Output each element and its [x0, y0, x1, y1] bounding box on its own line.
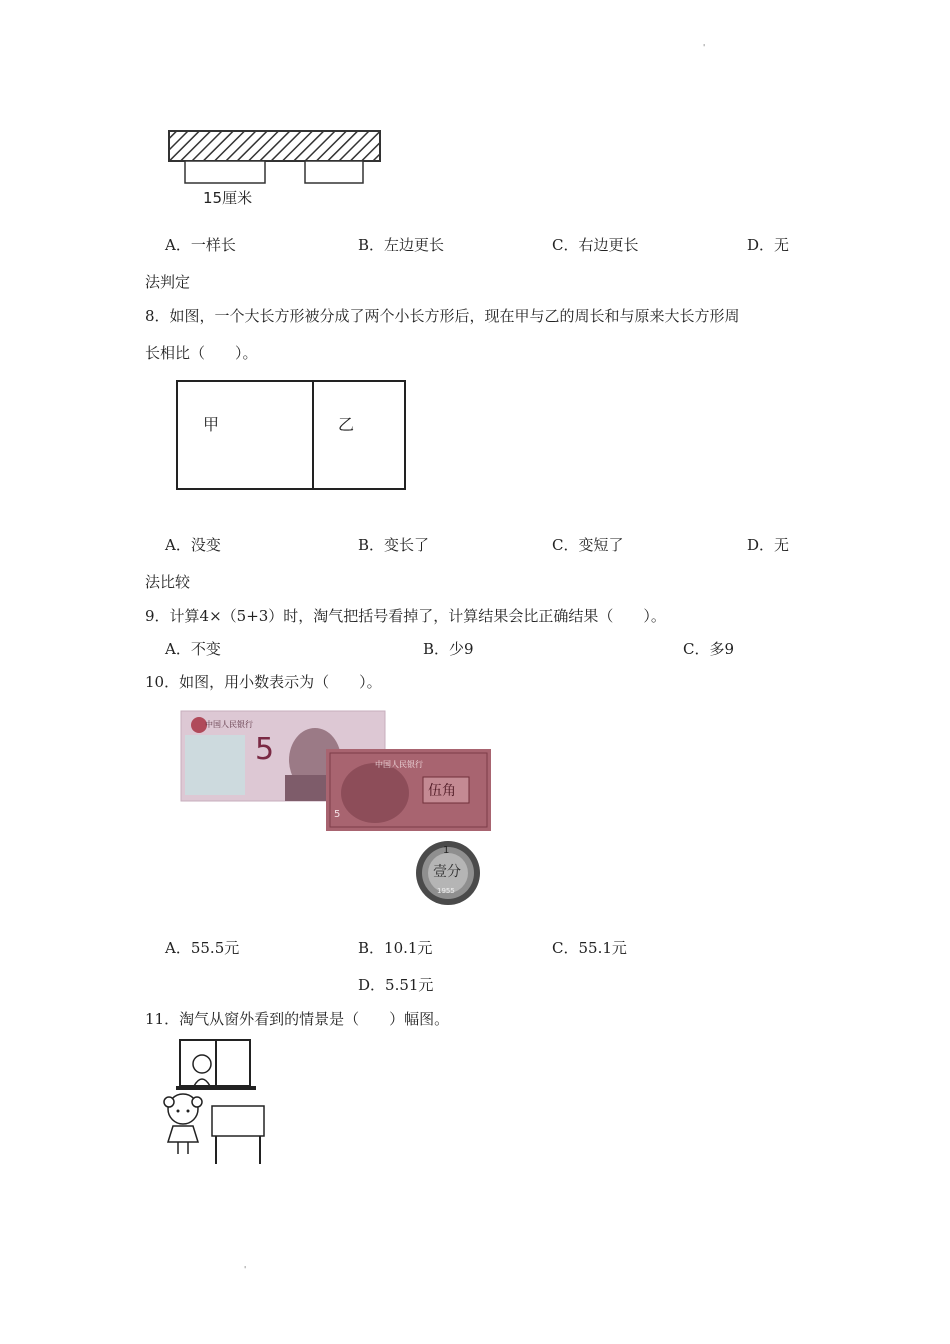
- q11-figure: [160, 1036, 275, 1171]
- five-yuan-value: 5: [255, 732, 275, 767]
- q10-option-d[interactable]: D．5.51元: [358, 976, 434, 994]
- q8-option-a[interactable]: A．没变: [165, 536, 221, 554]
- big-rectangle: [177, 381, 405, 489]
- five-jiao-header: 中国人民银行: [375, 760, 423, 769]
- five-yuan-header: 中国人民银行: [205, 720, 253, 729]
- q8-label-jia: 甲: [203, 415, 220, 434]
- q10-question: 10．如图，用小数表示为（ ）。: [145, 673, 382, 691]
- q10-option-c[interactable]: C．55.1元: [552, 939, 627, 957]
- q8-option-b[interactable]: B．变长了: [358, 536, 430, 554]
- corner-mark: ': [244, 1265, 247, 1274]
- q8-option-d[interactable]: D．无: [747, 536, 790, 554]
- coin-text: 壹分: [433, 864, 461, 880]
- money-illustration: [175, 705, 505, 915]
- table: [212, 1106, 264, 1136]
- five-jiao-value: 伍角: [428, 783, 456, 799]
- q10-option-b[interactable]: B．10.1元: [358, 939, 433, 957]
- q7-figure: [160, 124, 390, 214]
- q9-option-a[interactable]: A．不变: [165, 640, 221, 658]
- person-in-window: [193, 1055, 211, 1073]
- q7-option-a[interactable]: A．一样长: [165, 236, 236, 254]
- q8-option-d-wrap: 法比较: [145, 573, 191, 591]
- q7-option-c[interactable]: C．右边更长: [552, 236, 639, 254]
- q8-figure: [170, 374, 415, 499]
- q8-option-c[interactable]: C．变短了: [552, 536, 624, 554]
- q7-option-d-wrap: 法判定: [145, 273, 191, 291]
- q7-figure-label: 15厘米: [203, 189, 253, 207]
- q9-option-c[interactable]: C．多9: [683, 640, 735, 658]
- five-jiao-corner: 5: [334, 809, 341, 820]
- corner-mark: ': [703, 43, 706, 52]
- q10-option-a[interactable]: A．55.5元: [165, 939, 240, 957]
- left-block: [185, 161, 265, 183]
- q11-question: 11．淘气从窗外看到的情景是（ ）幅图。: [145, 1010, 450, 1028]
- q8-question-line2: 长相比（ ）。: [145, 344, 258, 362]
- hatched-board: [169, 131, 380, 161]
- q8-label-yi: 乙: [338, 415, 355, 434]
- right-block: [305, 161, 363, 183]
- q9-option-b[interactable]: B．少9: [423, 640, 474, 658]
- q7-option-b[interactable]: B．左边更长: [358, 236, 445, 254]
- coin-year: 1955: [437, 887, 455, 895]
- coin-top-value: 1: [443, 845, 450, 856]
- q9-question: 9．计算4×（5+3）时，淘气把括号看掉了，计算结果会比正确结果（ ）。: [145, 607, 666, 625]
- q7-option-d[interactable]: D．无: [747, 236, 790, 254]
- q8-question-line1: 8．如图，一个大长方形被分成了两个小长方形后，现在甲与乙的周长和与原来大长方形周: [145, 307, 740, 325]
